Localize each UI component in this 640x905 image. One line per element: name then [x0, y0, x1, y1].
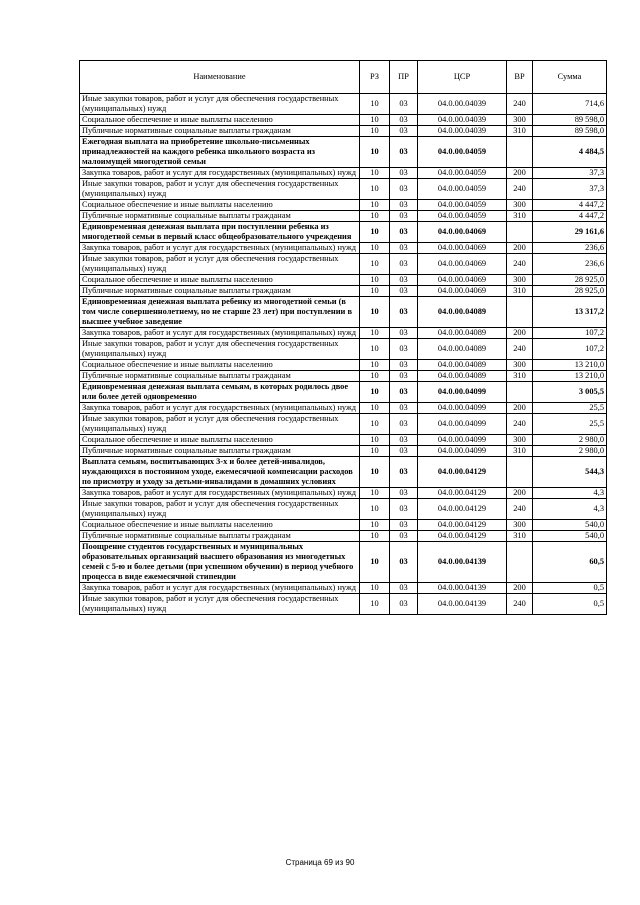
cell-name: Иные закупки товаров, работ и услуг для обеспечения государственных (муниципальных) нужд [80, 594, 360, 615]
cell-rz: 10 [360, 382, 390, 403]
cell-vr: 300 [507, 520, 533, 531]
table-row [80, 115, 607, 126]
cell-vr [507, 457, 533, 488]
cell-pr: 03 [390, 243, 418, 254]
cell-rz: 10 [360, 531, 390, 542]
cell-csr: 04.0.00.04069 [418, 275, 507, 286]
cell-sum: 28 925,0 [533, 286, 607, 297]
table-row-section [80, 297, 607, 328]
cell-name: Единовременная денежная выплата семьям, в которых родилось двое или более детей одновременно [80, 382, 360, 403]
cell-csr: 04.0.00.04129 [418, 520, 507, 531]
table-row [80, 488, 607, 499]
table-row [80, 328, 607, 339]
cell-rz: 10 [360, 403, 390, 414]
cell-sum: 2 980,0 [533, 435, 607, 446]
cell-sum: 89 598,0 [533, 115, 607, 126]
cell-sum: 3 005,5 [533, 382, 607, 403]
cell-sum: 236,6 [533, 254, 607, 275]
cell-name: Иные закупки товаров, работ и услуг для обеспечения государственных (муниципальных) нужд [80, 414, 360, 435]
cell-name: Публичные нормативные социальные выплаты гражданам [80, 211, 360, 222]
cell-vr: 300 [507, 275, 533, 286]
cell-sum: 89 598,0 [533, 126, 607, 137]
cell-name: Закупка товаров, работ и услуг для государственных (муниципальных) нужд [80, 243, 360, 254]
table-row [80, 275, 607, 286]
cell-pr: 03 [390, 115, 418, 126]
cell-vr: 240 [507, 94, 533, 115]
cell-sum: 2 980,0 [533, 446, 607, 457]
cell-vr: 310 [507, 446, 533, 457]
cell-pr: 03 [390, 94, 418, 115]
cell-rz: 10 [360, 435, 390, 446]
cell-vr: 310 [507, 286, 533, 297]
cell-pr: 03 [390, 339, 418, 360]
cell-pr: 03 [390, 531, 418, 542]
cell-csr: 04.0.00.04099 [418, 435, 507, 446]
cell-pr: 03 [390, 382, 418, 403]
cell-name: Социальное обеспечение и иные выплаты населению [80, 115, 360, 126]
cell-sum: 25,5 [533, 403, 607, 414]
cell-rz: 10 [360, 168, 390, 179]
table-row [80, 286, 607, 297]
table-row [80, 583, 607, 594]
cell-name: Закупка товаров, работ и услуг для государственных (муниципальных) нужд [80, 488, 360, 499]
cell-name: Единовременная денежная выплата ребенку из многодетной семьи (в том числе совершеннолетнему, но не старше 23 лет) при поступлении в высшее учебное заведение [80, 297, 360, 328]
cell-csr: 04.0.00.04089 [418, 360, 507, 371]
cell-pr: 03 [390, 414, 418, 435]
cell-pr: 03 [390, 179, 418, 200]
table-row [80, 339, 607, 360]
cell-name: Иные закупки товаров, работ и услуг для обеспечения государственных (муниципальных) нужд [80, 94, 360, 115]
cell-pr: 03 [390, 275, 418, 286]
budget-table [79, 60, 607, 615]
cell-rz: 10 [360, 200, 390, 211]
cell-pr: 03 [390, 222, 418, 243]
table-row [80, 435, 607, 446]
cell-csr: 04.0.00.04089 [418, 371, 507, 382]
cell-csr: 04.0.00.04129 [418, 488, 507, 499]
cell-csr: 04.0.00.04139 [418, 583, 507, 594]
cell-csr: 04.0.00.04069 [418, 286, 507, 297]
cell-csr: 04.0.00.04089 [418, 328, 507, 339]
cell-csr: 04.0.00.04099 [418, 414, 507, 435]
cell-rz: 10 [360, 222, 390, 243]
cell-sum: 540,0 [533, 531, 607, 542]
cell-pr: 03 [390, 371, 418, 382]
cell-pr: 03 [390, 457, 418, 488]
cell-rz: 10 [360, 243, 390, 254]
cell-sum: 4,3 [533, 499, 607, 520]
page-number: Страница 69 из 90 [285, 858, 355, 867]
cell-vr: 240 [507, 339, 533, 360]
table-row [80, 360, 607, 371]
cell-sum: 0,5 [533, 594, 607, 615]
cell-pr: 03 [390, 583, 418, 594]
cell-rz: 10 [360, 94, 390, 115]
cell-csr: 04.0.00.04129 [418, 457, 507, 488]
cell-vr: 200 [507, 328, 533, 339]
cell-sum: 37,3 [533, 179, 607, 200]
table-row [80, 126, 607, 137]
cell-csr: 04.0.00.04099 [418, 382, 507, 403]
cell-name: Публичные нормативные социальные выплаты гражданам [80, 446, 360, 457]
table-row-section [80, 382, 607, 403]
cell-vr: 300 [507, 115, 533, 126]
cell-name: Закупка товаров, работ и услуг для государственных (муниципальных) нужд [80, 403, 360, 414]
cell-csr: 04.0.00.04099 [418, 446, 507, 457]
cell-csr: 04.0.00.04089 [418, 339, 507, 360]
table-row [80, 211, 607, 222]
cell-sum: 714,6 [533, 94, 607, 115]
header-pr: ПР [390, 61, 418, 94]
cell-vr: 240 [507, 414, 533, 435]
header-vr: ВР [507, 61, 533, 94]
cell-name: Публичные нормативные социальные выплаты гражданам [80, 531, 360, 542]
table-row [80, 446, 607, 457]
cell-sum: 13 317,2 [533, 297, 607, 328]
cell-rz: 10 [360, 126, 390, 137]
cell-pr: 03 [390, 254, 418, 275]
cell-name: Закупка товаров, работ и услуг для государственных (муниципальных) нужд [80, 583, 360, 594]
cell-vr: 240 [507, 254, 533, 275]
cell-pr: 03 [390, 360, 418, 371]
cell-csr: 04.0.00.04059 [418, 200, 507, 211]
table-body [80, 94, 607, 615]
cell-name: Ежегодная выплата на приобретение школьно-письменных принадлежностей на каждого ребенка школьного возраста из малоимущей многодетной семьи [80, 137, 360, 168]
cell-csr: 04.0.00.04059 [418, 137, 507, 168]
cell-sum: 25,5 [533, 414, 607, 435]
cell-rz: 10 [360, 360, 390, 371]
header-name: Наименование [80, 61, 360, 94]
cell-sum: 13 210,0 [533, 371, 607, 382]
cell-rz: 10 [360, 328, 390, 339]
cell-vr: 300 [507, 435, 533, 446]
cell-pr: 03 [390, 200, 418, 211]
cell-vr [507, 222, 533, 243]
cell-rz: 10 [360, 115, 390, 126]
table-row [80, 168, 607, 179]
cell-name: Социальное обеспечение и иные выплаты населению [80, 520, 360, 531]
cell-name: Поощрение студентов государственных и муниципальных образовательных организаций высшего образования из многодетных семей с 5-ю и более детьми (при успешном обучении) в период учебного процесса в виде ежемесячной стипендии [80, 542, 360, 583]
cell-sum: 4 447,2 [533, 200, 607, 211]
cell-name: Социальное обеспечение и иные выплаты населению [80, 275, 360, 286]
table-row-section [80, 542, 607, 583]
cell-sum: 4 447,2 [533, 211, 607, 222]
cell-vr: 300 [507, 360, 533, 371]
cell-name: Иные закупки товаров, работ и услуг для обеспечения государственных (муниципальных) нужд [80, 179, 360, 200]
cell-rz: 10 [360, 275, 390, 286]
cell-csr: 04.0.00.04099 [418, 403, 507, 414]
cell-vr: 240 [507, 179, 533, 200]
cell-sum: 236,6 [533, 243, 607, 254]
cell-rz: 10 [360, 371, 390, 382]
cell-sum: 4,3 [533, 488, 607, 499]
cell-rz: 10 [360, 457, 390, 488]
cell-vr: 240 [507, 594, 533, 615]
cell-vr: 200 [507, 583, 533, 594]
cell-sum: 4 484,5 [533, 137, 607, 168]
table-row [80, 179, 607, 200]
cell-vr [507, 137, 533, 168]
cell-name: Социальное обеспечение и иные выплаты населению [80, 435, 360, 446]
cell-rz: 10 [360, 499, 390, 520]
cell-vr [507, 297, 533, 328]
cell-csr: 04.0.00.04129 [418, 499, 507, 520]
cell-csr: 04.0.00.04059 [418, 179, 507, 200]
cell-pr: 03 [390, 594, 418, 615]
cell-pr: 03 [390, 446, 418, 457]
cell-rz: 10 [360, 286, 390, 297]
cell-rz: 10 [360, 211, 390, 222]
cell-vr [507, 382, 533, 403]
cell-csr: 04.0.00.04039 [418, 94, 507, 115]
cell-pr: 03 [390, 126, 418, 137]
cell-pr: 03 [390, 137, 418, 168]
table-row [80, 594, 607, 615]
cell-name: Закупка товаров, работ и услуг для государственных (муниципальных) нужд [80, 328, 360, 339]
cell-rz: 10 [360, 179, 390, 200]
cell-pr: 03 [390, 403, 418, 414]
cell-rz: 10 [360, 297, 390, 328]
cell-name: Публичные нормативные социальные выплаты гражданам [80, 286, 360, 297]
table-row-section [80, 222, 607, 243]
cell-csr: 04.0.00.04069 [418, 222, 507, 243]
cell-sum: 0,5 [533, 583, 607, 594]
cell-sum: 13 210,0 [533, 360, 607, 371]
cell-sum: 544,3 [533, 457, 607, 488]
cell-rz: 10 [360, 446, 390, 457]
cell-rz: 10 [360, 520, 390, 531]
cell-vr: 200 [507, 168, 533, 179]
table-row [80, 403, 607, 414]
cell-rz: 10 [360, 583, 390, 594]
cell-pr: 03 [390, 542, 418, 583]
cell-vr: 200 [507, 488, 533, 499]
cell-sum: 29 161,6 [533, 222, 607, 243]
cell-csr: 04.0.00.04089 [418, 297, 507, 328]
cell-name: Иные закупки товаров, работ и услуг для обеспечения государственных (муниципальных) нужд [80, 254, 360, 275]
cell-pr: 03 [390, 328, 418, 339]
cell-sum: 60,5 [533, 542, 607, 583]
cell-name: Социальное обеспечение и иные выплаты населению [80, 360, 360, 371]
cell-name: Иные закупки товаров, работ и услуг для обеспечения государственных (муниципальных) нужд [80, 499, 360, 520]
header-sum: Сумма [533, 61, 607, 94]
cell-rz: 10 [360, 488, 390, 499]
table-row [80, 200, 607, 211]
cell-name: Единовременная денежная выплата при поступлении ребенка из многодетной семьи в первый класс общеобразовательного учреждения [80, 222, 360, 243]
cell-csr: 04.0.00.04139 [418, 542, 507, 583]
cell-sum: 28 925,0 [533, 275, 607, 286]
cell-name: Выплата семьям, воспитывающих 3-х и более детей-инвалидов, нуждающихся в постоянном уходе, ежемесячной компенсации расходов по присмотру и уходу за детьми-инвалидами в домашних условиях [80, 457, 360, 488]
cell-name: Публичные нормативные социальные выплаты гражданам [80, 371, 360, 382]
cell-vr: 310 [507, 371, 533, 382]
table-row [80, 499, 607, 520]
cell-pr: 03 [390, 520, 418, 531]
cell-pr: 03 [390, 168, 418, 179]
cell-pr: 03 [390, 435, 418, 446]
cell-vr: 200 [507, 243, 533, 254]
cell-vr [507, 542, 533, 583]
cell-vr: 310 [507, 126, 533, 137]
cell-csr: 04.0.00.04059 [418, 168, 507, 179]
table-row [80, 94, 607, 115]
table-header-row [80, 61, 607, 94]
table-row [80, 520, 607, 531]
cell-rz: 10 [360, 137, 390, 168]
cell-sum: 107,2 [533, 339, 607, 360]
cell-pr: 03 [390, 286, 418, 297]
cell-pr: 03 [390, 488, 418, 499]
table-row-section [80, 457, 607, 488]
cell-pr: 03 [390, 297, 418, 328]
table-row [80, 254, 607, 275]
table-row-section [80, 137, 607, 168]
header-csr: ЦСР [418, 61, 507, 94]
cell-sum: 37,3 [533, 168, 607, 179]
table-row [80, 414, 607, 435]
cell-csr: 04.0.00.04139 [418, 594, 507, 615]
cell-csr: 04.0.00.04059 [418, 211, 507, 222]
header-rz: РЗ [360, 61, 390, 94]
cell-rz: 10 [360, 339, 390, 360]
cell-rz: 10 [360, 414, 390, 435]
cell-csr: 04.0.00.04039 [418, 115, 507, 126]
table-row [80, 243, 607, 254]
cell-csr: 04.0.00.04129 [418, 531, 507, 542]
cell-vr: 310 [507, 531, 533, 542]
cell-name: Иные закупки товаров, работ и услуг для обеспечения государственных (муниципальных) нужд [80, 339, 360, 360]
cell-name: Закупка товаров, работ и услуг для государственных (муниципальных) нужд [80, 168, 360, 179]
cell-rz: 10 [360, 594, 390, 615]
table-row [80, 371, 607, 382]
cell-sum: 540,0 [533, 520, 607, 531]
cell-csr: 04.0.00.04039 [418, 126, 507, 137]
cell-pr: 03 [390, 211, 418, 222]
cell-csr: 04.0.00.04069 [418, 243, 507, 254]
cell-pr: 03 [390, 499, 418, 520]
cell-vr: 240 [507, 499, 533, 520]
table-row [80, 531, 607, 542]
cell-name: Социальное обеспечение и иные выплаты населению [80, 200, 360, 211]
cell-vr: 200 [507, 403, 533, 414]
cell-rz: 10 [360, 254, 390, 275]
cell-csr: 04.0.00.04069 [418, 254, 507, 275]
cell-vr: 300 [507, 200, 533, 211]
cell-sum: 107,2 [533, 328, 607, 339]
cell-rz: 10 [360, 542, 390, 583]
cell-name: Публичные нормативные социальные выплаты гражданам [80, 126, 360, 137]
cell-vr: 310 [507, 211, 533, 222]
